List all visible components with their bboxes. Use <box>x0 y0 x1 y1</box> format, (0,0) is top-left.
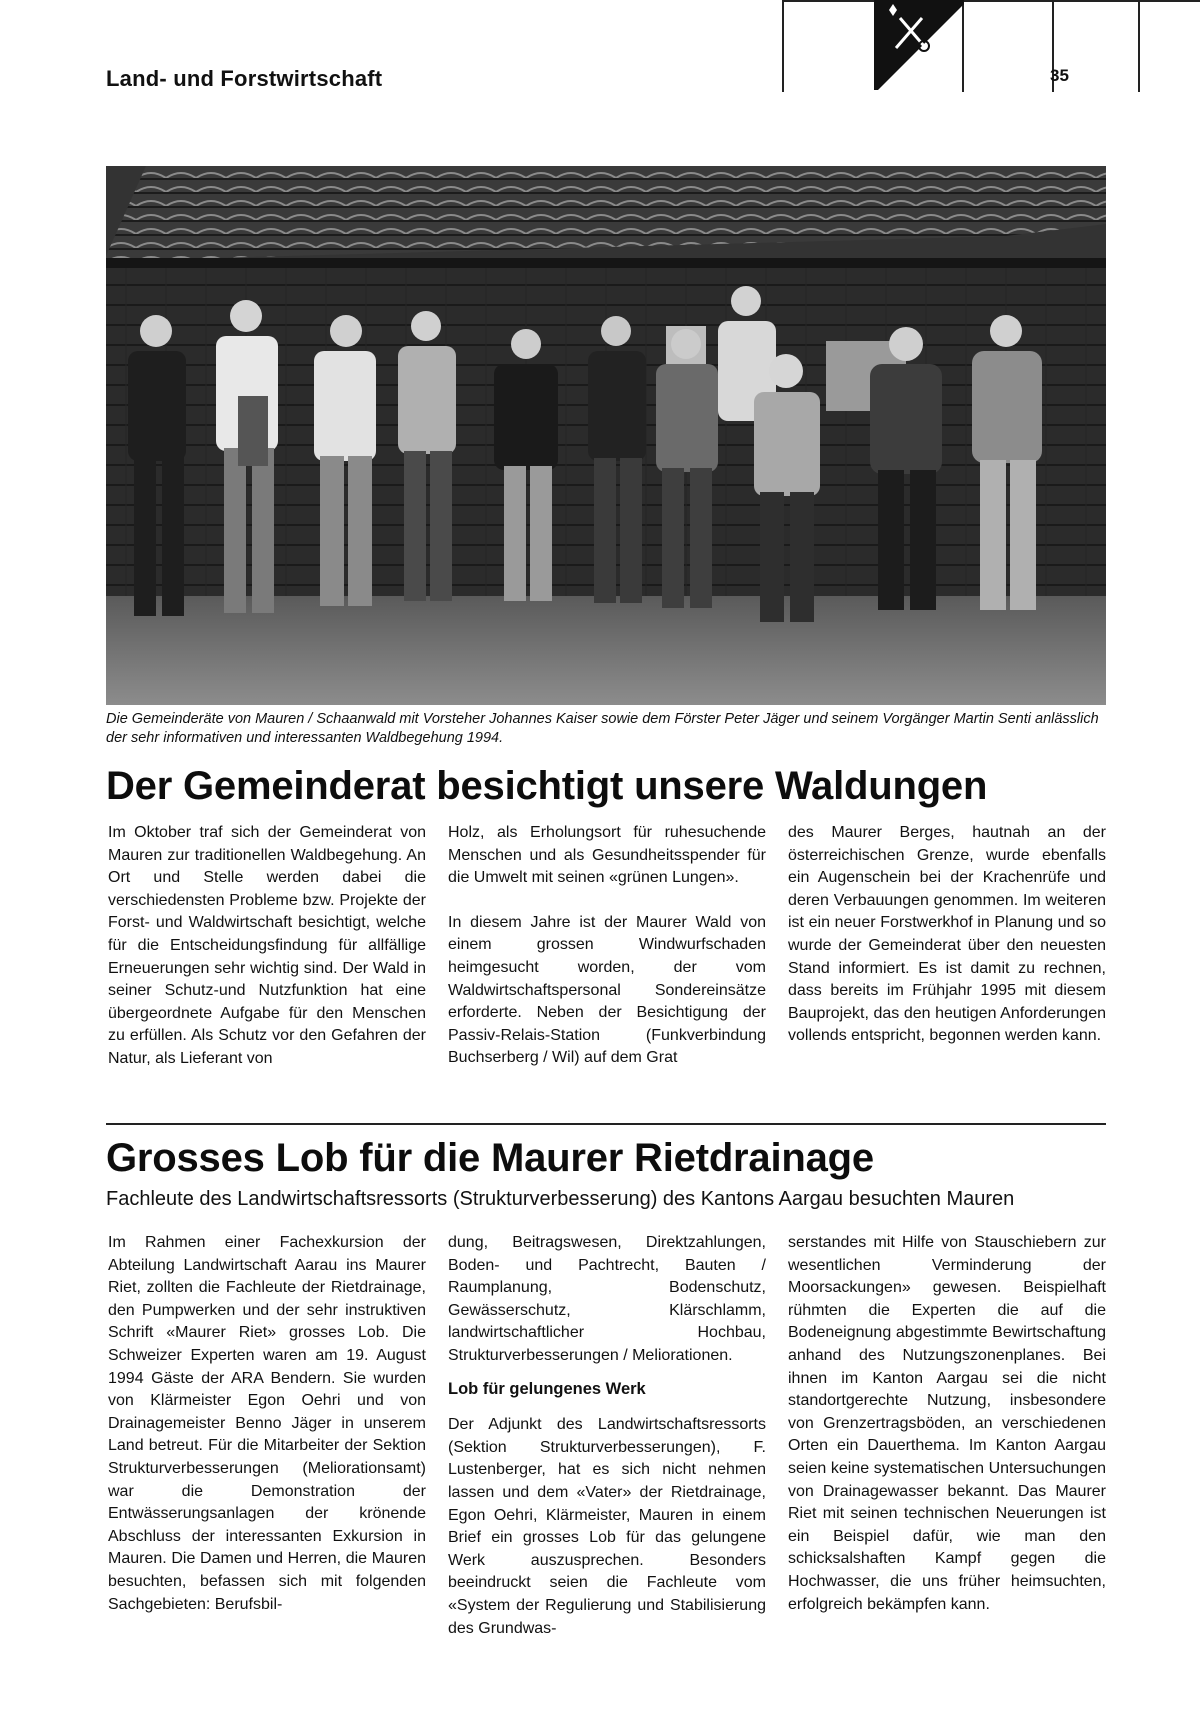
article-headline: Der Gemeinderat besichtigt unsere Waldungen <box>106 764 988 808</box>
paragraph: In diesem Jahre ist der Maurer Wald von einem grossen Windwurfschaden heimgesucht worden, der vom Waldwirtschaftspersonal Sondereinsätze erforderte. Neben der Besichtigung der Passiv-Relais-Station (Funkverbindung Buchserberg / Wil) auf dem Grat <box>448 913 766 1067</box>
page-number: 35 <box>1050 66 1069 85</box>
article-column <box>448 1232 766 1640</box>
group-photo <box>106 166 1106 705</box>
paragraph: Der Adjunkt des Landwirtschaftsressorts (Sektion Strukturverbesserungen), F. Lustenberger, hat es sich nicht nehmen lassen und dem «Vater» der Rietdrainage, Egon Oehri, Klärmeister, Mauren in einem Brief ein grosses Lob für das gelungene Werk auszusprechen. Besonders beeindruckt seien die Fachleute vom «System der Regulierung und Stabilisierung des Grundwas- <box>448 1416 766 1637</box>
photo-caption: Die Gemeinderäte von Mauren / Schaanwald mit Vorsteher Johannes Kaiser sowie dem Förster Peter Jäger und seinem Vorgänger Martin Senti anlässlich der sehr informativen und interessanten Waldbegehung 1994. <box>106 711 1099 746</box>
forestry-emblem-icon <box>874 0 964 90</box>
article-divider <box>106 1123 1106 1125</box>
article-column <box>108 1232 426 1616</box>
section-subheading: Lob für gelungenes Werk <box>448 1379 646 1398</box>
article-column <box>788 1232 1106 1616</box>
paragraph: dung, Beitragswesen, Direktzahlungen, Boden- und Pachtrecht, Bauten / Raumplanung, Bodenschutz, Gewässerschutz, Klärschlamm, landwirtschaftlicher Hochbau, Strukturverbesserungen / Meliorationen. <box>448 1234 766 1364</box>
paragraph: Holz, als Erholungsort für ruhesuchende Menschen und als Gesundheitsspender für die Umwelt mit seinen «grünen Lungen». <box>448 824 766 887</box>
header-bar-graphic <box>782 0 1200 92</box>
article-subheadline: Fachleute des Landwirtschaftsressorts (Strukturverbesserung) des Kantons Aargau besuchten Mauren <box>106 1188 1015 1210</box>
article-headline: Grosses Lob für die Maurer Rietdrainage <box>106 1136 874 1180</box>
article-column <box>108 822 426 1071</box>
article-column <box>788 822 1106 1048</box>
section-title: Land- und Forstwirtschaft <box>106 66 383 91</box>
article-column <box>448 822 766 1070</box>
paragraph: serstandes mit Hilfe von Stauschiebern zur wesentlichen Verminderung der Moorsackungen» gewesen. Beispielhaft rühmten die Experten die auf die Bodeneignung abgestimmte Bewirtschaftung anhand des Nutzungszonenplanes. Bei ihnen im Kanton Aargau sei die nicht standortgerechte Nutzung, insbesondere von Grenzertragsböden, an verschiedenen Orten ein Dauerthema. Im Kanton Aargau seien keine systematischen Untersuchungen von Drainagewasser bekannt. Das Maurer Riet mit seinen technischen Neuerungen ist ein Beispiel dafür, wie man den schicksalshaften Kampf gegen die Hochwasser, die uns früher heimsuchten, erfolgreich bekämpfen kann. <box>788 1234 1106 1613</box>
paragraph: Im Oktober traf sich der Gemeinderat von Mauren zur traditionellen Waldbegehung. An Ort und Stelle werden dabei die verschiedensten Probleme bzw. Projekte der Forst- und Waldwirtschaft besichtigt, welche für die Entscheidungsfindung für allfällige Erneuerungen sehr wichtig sind. Der Wald in seiner Schutz-und Nutzfunktion hat eine übergeordnete Aufgabe für den Menschen zu erfüllen. Als Schutz vor den Gefahren der Natur, als Lieferant von <box>108 824 426 1067</box>
paragraph: Im Rahmen einer Fachexkursion der Abteilung Landwirtschaft Aarau ins Maurer Riet, zollten die Fachleute der Rietdrainage, den Pumpwerken und der sehr instruktiven Schrift «Maurer Riet» grosses Lob. Die Schweizer Experten waren am 19. August 1994 Gäste der ARA Bendern. Sie wurden von Klärmeister Egon Oehri und von Drainagemeister Benno Jäger in unserem Land betreut. Für die Mitarbeiter der Sektion Strukturverbesserungen (Meliorationsamt) war die Demonstration der Entwässerungsanlagen der krönende Abschluss der interessanten Exkursion in Mauren. Die Damen und Herren, die Mauren besuchten, befassen sich mit folgenden Sachgebieten: Berufsbil- <box>108 1234 426 1613</box>
paragraph: des Maurer Berges, hautnah an der österreichischen Grenze, wurde ebenfalls ein Augenschein bei der Krachenrüfe und deren Verbauungen genommen. Im weiteren ist ein neuer Forstwerkhof in Planung und so wurde der Gemeinderat über den neuesten Stand informiert. Es ist damit zu rechnen, dass bereits im Frühjahr 1995 mit diesem Bauprojekt, das den heutigen Anforderungen vollends entspricht, begonnen werden kann. <box>788 824 1106 1045</box>
